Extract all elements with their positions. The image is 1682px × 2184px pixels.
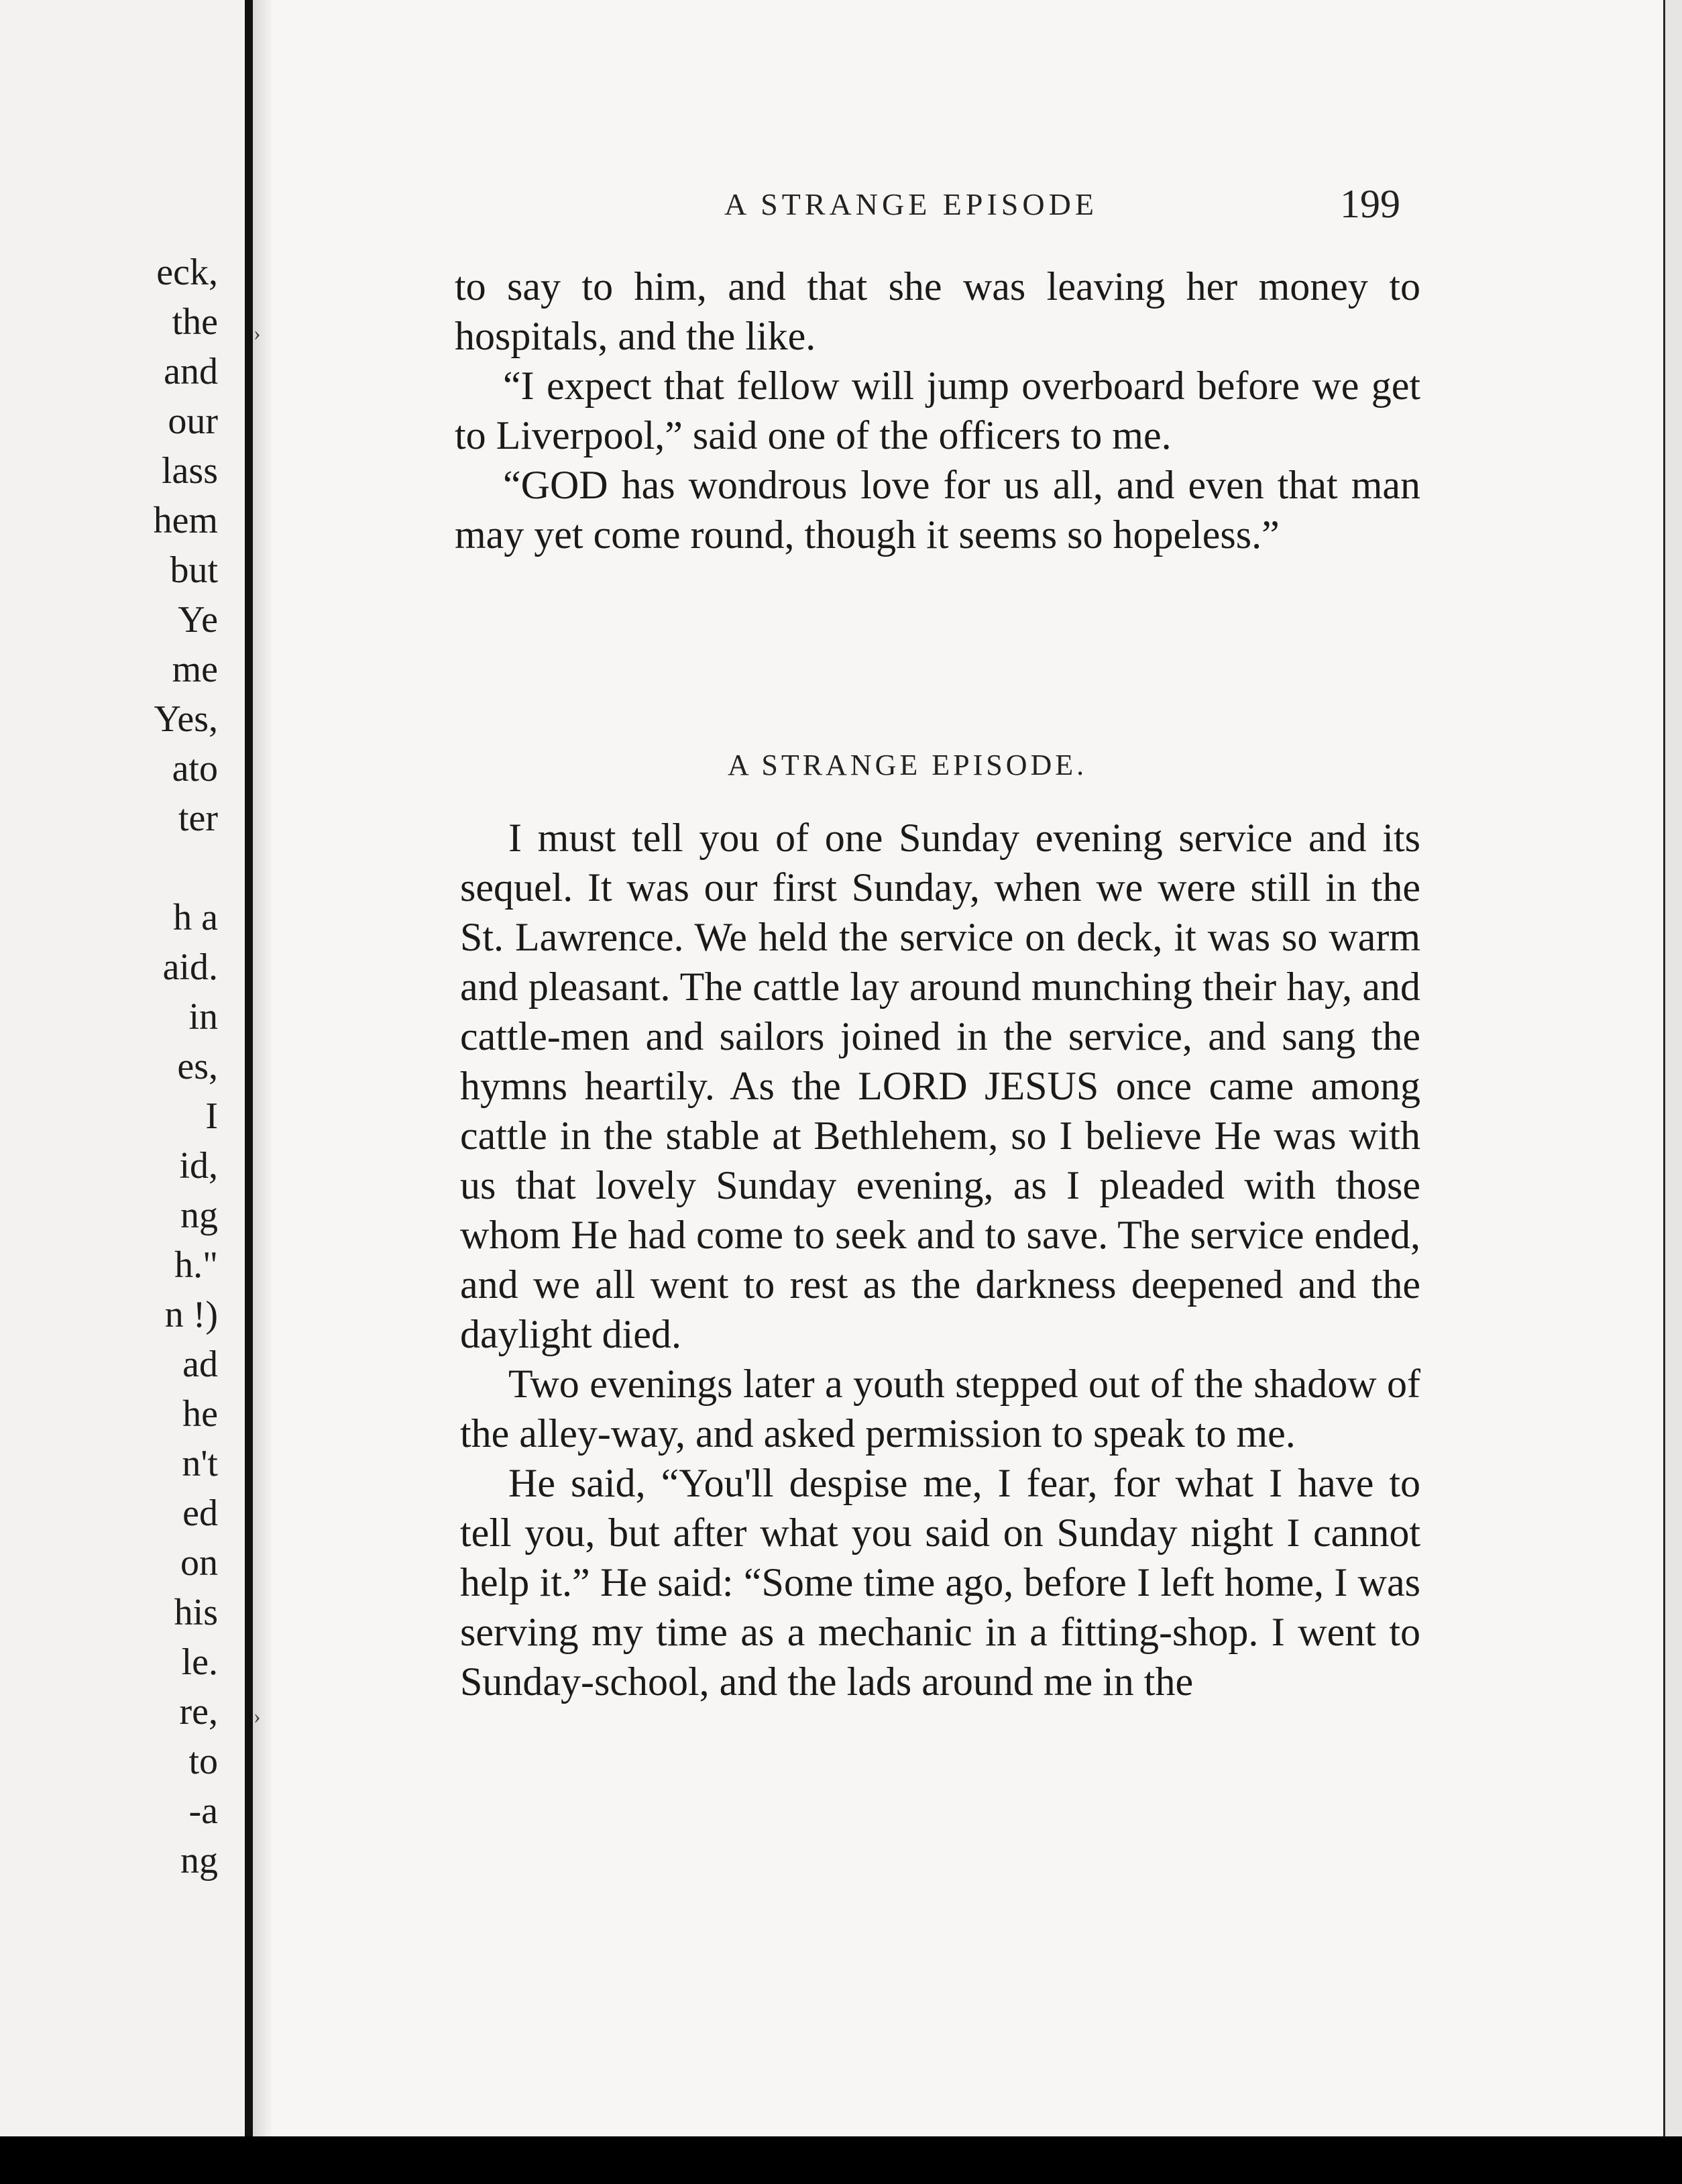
left-line-21: h." (174, 1244, 218, 1286)
left-line-1: eck, (156, 252, 218, 293)
left-line-5: lass (162, 450, 218, 492)
left-line-10: Yes, (154, 698, 218, 740)
left-line-6: hem (153, 500, 218, 541)
left-line-20: ng (180, 1195, 218, 1236)
section-heading: A STRANGE EPISODE. (728, 749, 1088, 781)
scan-border (0, 2136, 1682, 2184)
left-line-16: in (188, 996, 218, 1038)
left-line-26: ed (182, 1492, 218, 1534)
left-line-15: aid. (162, 946, 218, 988)
opening-text (455, 262, 1420, 559)
facing-page-left (0, 0, 245, 2136)
left-line-27: on (180, 1542, 218, 1584)
left-line-14: h a (173, 897, 218, 938)
left-line-33: ng (180, 1840, 218, 1881)
left-line-30: re, (179, 1691, 218, 1733)
paragraph: “GOD has wondrous love for us all, and even that man may yet come round, though it seems so hopeless.” (455, 463, 1420, 557)
left-line-32: -a (188, 1790, 218, 1832)
page-number: 199 (1340, 182, 1400, 226)
section-text (460, 813, 1420, 1706)
left-line-28: his (174, 1592, 218, 1633)
left-line-22: n !) (164, 1294, 218, 1335)
left-line-12: ter (178, 798, 218, 839)
left-line-8: Ye (178, 599, 218, 641)
left-line-17: es, (177, 1046, 218, 1087)
paragraph: I must tell you of one Sunday evening service and its sequel. It was our first Sunday, when we were still in the St. Lawrence. We held the service on deck, it was so warm and pleasant. The cattle lay around munching their hay, and cattle-men and sailors joined in the service, and sang the hymns heartily. As the LORD JESUS once came among cattle in the stable at Bethlehem, so I believe He was with us that lovely Sunday evening, as I pleaded with those whom He had come to seek and to save. The service ended, and we all went to rest as the darkness deepened and the daylight died. (460, 816, 1420, 1356)
left-line-11: ato (172, 748, 218, 789)
binding-mark: › (254, 321, 261, 345)
left-line-29: le. (181, 1641, 218, 1683)
book-gutter (245, 0, 253, 2140)
page-edge (1663, 0, 1682, 2136)
left-line-25: n't (182, 1443, 218, 1484)
left-line-24: he (182, 1393, 218, 1435)
binding-mark: › (254, 1704, 261, 1728)
left-line-23: ad (182, 1344, 218, 1385)
left-line-2: the (172, 301, 218, 343)
left-line-7: but (170, 549, 218, 591)
running-title: A STRANGE EPISODE (724, 187, 1098, 221)
left-line-19: id, (179, 1145, 218, 1187)
left-line-9: me (172, 649, 218, 690)
paragraph: Two evenings later a youth stepped out of the shadow of the alley-way, and asked permission to speak to me. (460, 1362, 1420, 1456)
left-line-31: to (188, 1741, 218, 1782)
left-line-4: our (168, 400, 218, 442)
paragraph: He said, “You'll despise me, I fear, for what I have to tell you, but after what you said on Sunday night I cannot help it.” He said: “Some time ago, before I left home, I was serving my time as a mechanic in a fitting-shop. I went to Sunday-school, and the lads around me in the (460, 1461, 1420, 1704)
left-line-3: and (164, 351, 218, 392)
left-line-18: I (205, 1095, 218, 1137)
paragraph: “I expect that fellow will jump overboard before we get to Liverpool,” said one of the officers to me. (455, 364, 1420, 457)
continuation-paragraph: to say to him, and that she was leaving her money to hospitals, and the like. (455, 264, 1420, 358)
